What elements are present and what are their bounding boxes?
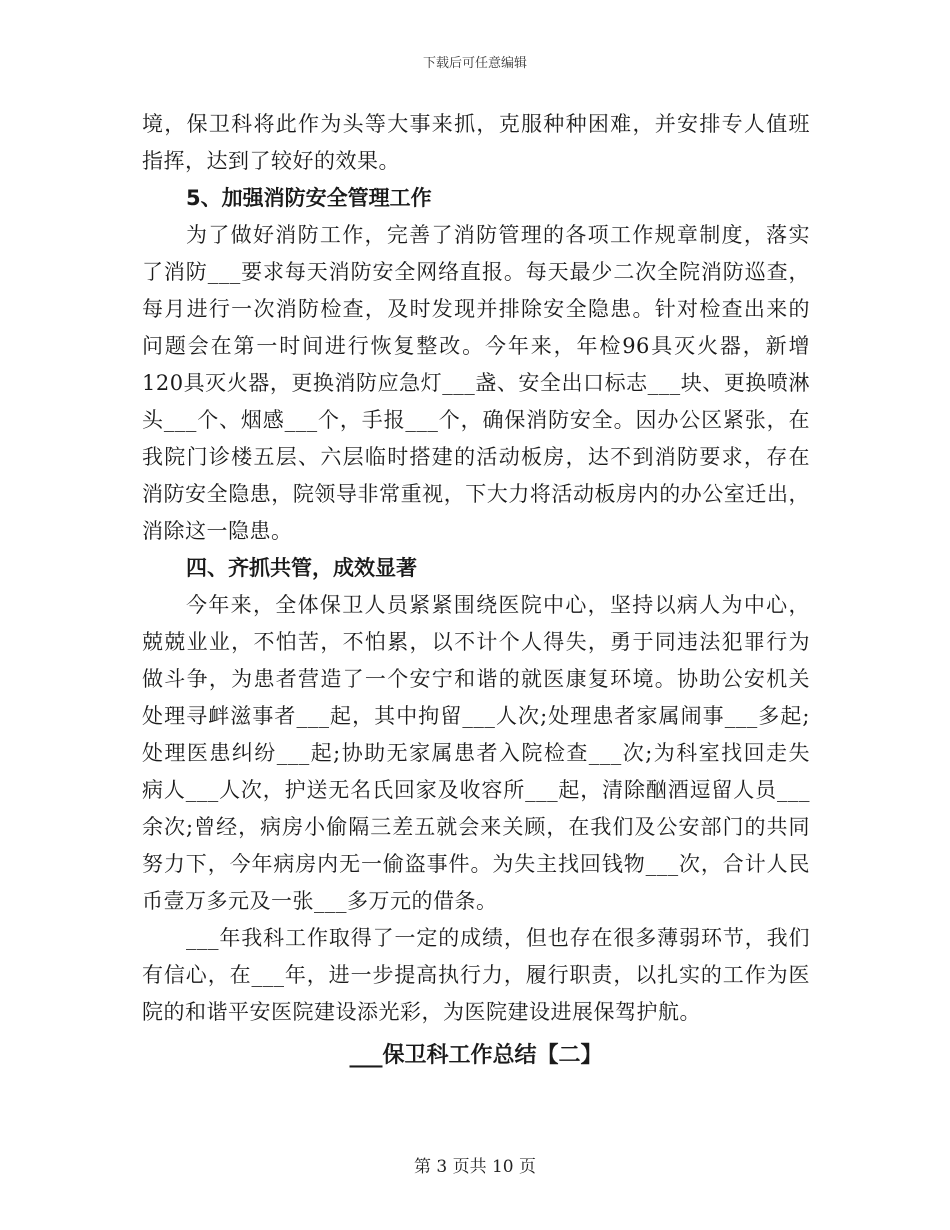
paragraph-line: 处理医患纠纷___起;协助无家属患者入院检查___次;为科室找回走失 bbox=[142, 741, 810, 765]
paragraph-line: 余次;曾经，病房小偷隔三差五就会来关顾，在我们及公安部门的共同 bbox=[142, 815, 810, 839]
section-heading-fire-safety: 5、加强消防安全管理工作 bbox=[186, 186, 432, 210]
paragraph-line: 兢兢业业，不怕苦，不怕累，以不计个人得失，勇于同违法犯罪行为 bbox=[142, 630, 810, 654]
paragraph-line: 问题会在第一时间进行恢复整改。今年来，年检96具灭火器，新增 bbox=[142, 334, 810, 358]
page-number: 第 3 页共 10 页 bbox=[413, 1157, 537, 1177]
paragraph-line: 境，保卫科将此作为头等大事来抓，克服种种困难，并安排专人值班 bbox=[142, 112, 810, 136]
paragraph-line: 为了做好消防工作，完善了消防管理的各项工作规章制度，落实 bbox=[186, 223, 810, 247]
paragraph-line: 消除这一隐患。 bbox=[142, 519, 293, 543]
paragraph-line: ___年我科工作取得了一定的成绩，但也存在很多薄弱环节，我们 bbox=[186, 926, 810, 950]
header-note: 下载后可任意编辑 bbox=[422, 56, 527, 71]
paragraph-line: 头___个、烟感___个，手报___个，确保消防安全。因办公区紧张，在 bbox=[142, 408, 810, 432]
paragraph-line: 消防安全隐患，院领导非常重视，下大力将活动板房内的办公室迁出， bbox=[142, 482, 810, 506]
paragraph-line: 币壹万多元及一张___多万元的借条。 bbox=[142, 889, 498, 913]
paragraph-line: 我院门诊楼五层、六层临时搭建的活动板房，达不到消防要求，存在 bbox=[142, 445, 810, 469]
paragraph-line: 有信心，在___年，进一步提高执行力，履行职责，以扎实的工作为医 bbox=[142, 963, 810, 987]
paragraph-line: 病人___人次，护送无名氏回家及收容所___起，清除酗酒逗留人员___ bbox=[142, 778, 810, 802]
paragraph-line: 每月进行一次消防检查，及时发现并排除安全隐患。针对检查出来的 bbox=[142, 297, 810, 321]
paragraph-line: 处理寻衅滋事者___起，其中拘留___人次;处理患者家属闹事___多起; bbox=[142, 704, 810, 728]
paragraph-line: 指挥，达到了较好的效果。 bbox=[142, 149, 400, 173]
paragraph-line: 努力下，今年病房内无一偷盗事件。为失主找回钱物___次，合计人民 bbox=[142, 852, 810, 876]
section-heading-joint-management: 四、齐抓共管，成效显著 bbox=[186, 556, 417, 580]
paragraph-line: 院的和谐平安医院建设添光彩，为医院建设进展保驾护航。 bbox=[142, 1000, 701, 1024]
paragraph-line: 了消防___要求每天消防安全网络直报。每天最少二次全院消防巡查， bbox=[142, 260, 810, 284]
paragraph-line: 120具灭火器，更换消防应急灯___盏、安全出口标志___块、更换喷淋 bbox=[142, 371, 810, 395]
document-body bbox=[142, 106, 810, 1074]
paragraph-line: 今年来，全体保卫人员紧紧围绕医院中心，坚持以病人为中心， bbox=[186, 593, 810, 617]
section-title: ___保卫科工作总结【二】 bbox=[349, 1043, 603, 1068]
paragraph-line: 做斗争，为患者营造了一个安宁和谐的就医康复环境。协助公安机关 bbox=[142, 667, 810, 691]
